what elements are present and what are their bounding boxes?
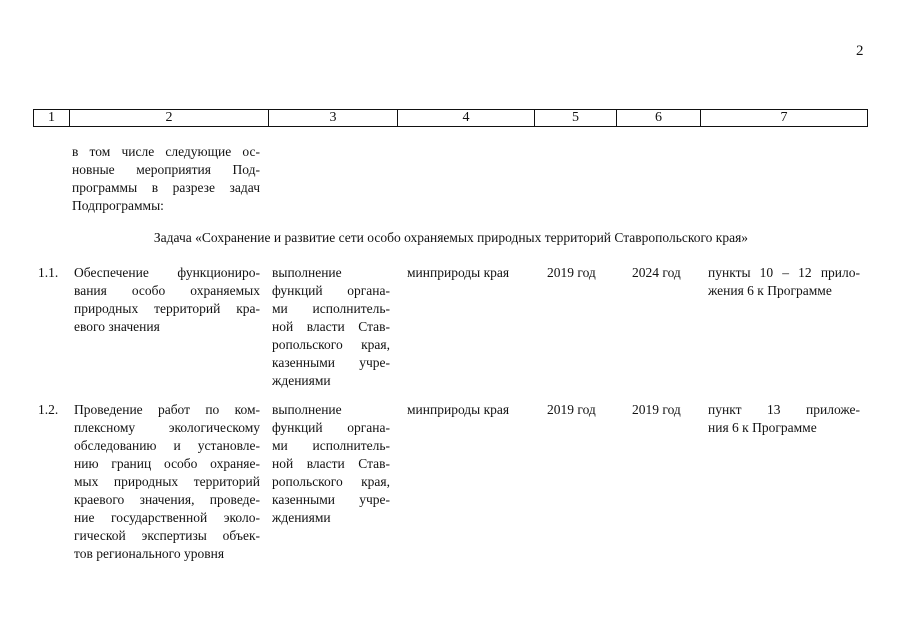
row-number: 1.2.	[38, 402, 59, 417]
intro-line: программы в разрезе задач	[72, 180, 260, 195]
executor-line: ждениями	[272, 373, 331, 388]
measure-name-line: краевого значения, проведе-	[74, 492, 260, 507]
header-cell-2	[69, 110, 268, 126]
header-cell-3	[268, 110, 397, 126]
start-year: 2019 год	[547, 402, 596, 417]
executor-line: выполнение	[272, 265, 342, 280]
row-number: 1.1.	[38, 265, 59, 280]
start-year: 2019 год	[547, 265, 596, 280]
executor-line: ропольского края,	[272, 474, 390, 489]
header-cell-5	[534, 110, 616, 126]
executor-line: казенными учре-	[272, 355, 390, 370]
executor-line: ной власти Став-	[272, 319, 390, 334]
executor-line: выполнение	[272, 402, 342, 417]
measure-name-line: евого значения	[74, 319, 160, 334]
measure-name-line: ние государственной эколо-	[74, 510, 260, 525]
executor-line: ми исполнитель-	[272, 438, 390, 453]
executor-line: ропольского края,	[272, 337, 390, 352]
responsible-executor: минприроды края	[407, 265, 510, 280]
measure-name-line: тов регионального уровня	[74, 546, 225, 561]
end-year: 2024 год	[632, 265, 681, 280]
measure-name-line: мых природных территорий	[74, 474, 260, 489]
executor-text	[272, 264, 390, 390]
executor-line: казенными учре-	[272, 492, 390, 507]
measure-name-line: Проведение работ по ком-	[74, 402, 260, 417]
header-label: 6	[655, 110, 662, 125]
task-title: Задача «Сохранение и развитие сети особо охраняемых природных территорий Ставропольского края»	[153, 230, 749, 245]
measure-name-line: обследованию и установле-	[74, 438, 260, 453]
indicator-text	[708, 264, 860, 300]
header-cell-4	[397, 110, 534, 126]
measure-name-line: вания особо охраняемых	[74, 283, 260, 298]
table-header-row	[33, 109, 868, 127]
page-number: 2	[856, 43, 864, 59]
intro-line: в том числе следующие ос-	[72, 144, 260, 159]
measure-name	[74, 264, 260, 336]
intro-line: Подпрограммы:	[72, 198, 164, 213]
executor-line: ной власти Став-	[272, 456, 390, 471]
header-cell-7	[700, 110, 868, 126]
indicator-line: пункт 13 приложе-	[708, 402, 860, 417]
header-label: 5	[572, 110, 579, 125]
measure-name-line: нию границ особо охраняе-	[74, 456, 260, 471]
intro-line: новные мероприятия Под-	[72, 162, 260, 177]
indicator-line: ния 6 к Программе	[708, 420, 817, 435]
executor-line: функций органа-	[272, 420, 390, 435]
intro-text	[72, 143, 260, 215]
indicator-text	[708, 401, 860, 437]
measure-name	[74, 401, 260, 563]
header-label: 7	[780, 110, 788, 125]
executor-line: ми исполнитель-	[272, 301, 390, 316]
executor-line: ждениями	[272, 510, 331, 525]
header-cell-6	[616, 110, 700, 126]
header-cell-1	[33, 110, 69, 126]
header-label: 3	[329, 110, 337, 125]
measure-name-line: Обеспечение функциониро-	[74, 265, 260, 280]
end-year: 2019 год	[632, 402, 681, 417]
measure-name-line: природных территорий кра-	[74, 301, 260, 316]
header-label: 2	[165, 110, 173, 125]
responsible-executor: минприроды края	[407, 402, 510, 417]
header-label: 4	[462, 110, 470, 125]
measure-name-line: гической экспертизы объек-	[74, 528, 260, 543]
executor-text	[272, 401, 390, 527]
indicator-line: пункты 10 – 12 прило-	[708, 265, 860, 280]
header-label: 1	[48, 110, 55, 125]
indicator-line: жения 6 к Программе	[708, 283, 832, 298]
executor-line: функций органа-	[272, 283, 390, 298]
measure-name-line: плексному экологическому	[74, 420, 260, 435]
